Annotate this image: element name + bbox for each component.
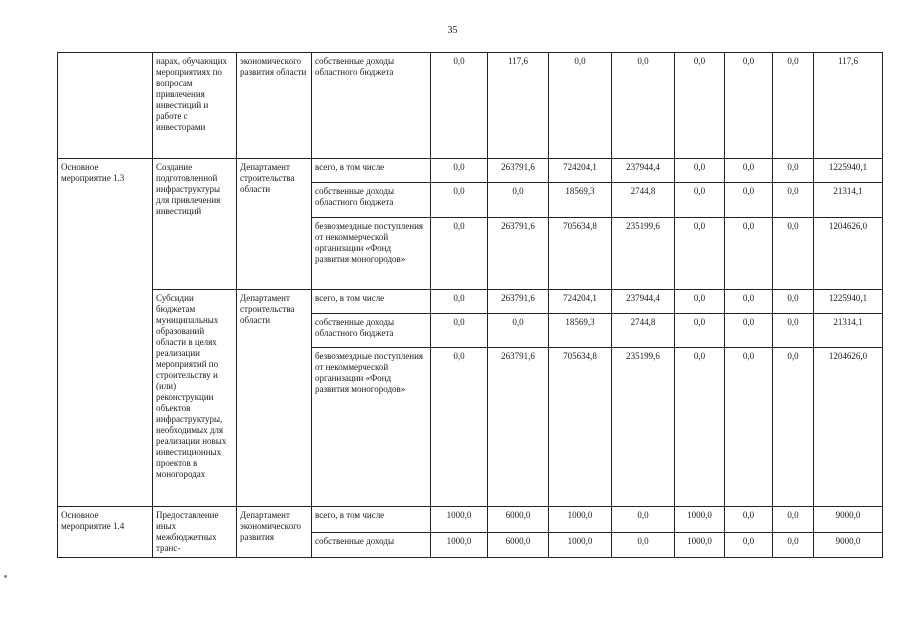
- value-cell: 0,0: [431, 348, 488, 507]
- value-cell: 1000,0: [675, 507, 725, 533]
- funding-source-cell: собственные доходы областного бюджета: [312, 314, 431, 348]
- measure-cell: Предоставление иных межбюджетных транс-: [153, 507, 237, 558]
- value-cell: 0,0: [675, 183, 725, 218]
- funding-source-cell: собственные доходы областного бюджета: [312, 183, 431, 218]
- executor-cell: экономического развития области: [237, 53, 312, 159]
- value-cell: 237944,4: [612, 290, 675, 314]
- value-cell: 21314,1: [814, 183, 883, 218]
- value-cell: 235199,6: [612, 218, 675, 290]
- value-cell: 1225940,1: [814, 159, 883, 183]
- table-row: [58, 507, 883, 533]
- value-cell: 0,0: [725, 159, 773, 183]
- value-cell: 1204626,0: [814, 348, 883, 507]
- program-cell: Основное мероприятие 1.4: [58, 507, 153, 558]
- value-cell: 0,0: [431, 53, 488, 159]
- value-cell: 0,0: [725, 348, 773, 507]
- table-row: [58, 159, 883, 183]
- executor-cell: Департамент строительства области: [237, 159, 312, 290]
- value-cell: 0,0: [773, 507, 814, 533]
- value-cell: 6000,0: [488, 533, 549, 558]
- value-cell: 0,0: [725, 507, 773, 533]
- value-cell: 0,0: [431, 290, 488, 314]
- value-cell: 0,0: [773, 533, 814, 558]
- value-cell: 0,0: [431, 218, 488, 290]
- value-cell: 0,0: [725, 53, 773, 159]
- value-cell: 2744,8: [612, 314, 675, 348]
- value-cell: 0,0: [725, 218, 773, 290]
- funding-source-cell: собственные доходы: [312, 533, 431, 558]
- funding-source-cell: всего, в том числе: [312, 159, 431, 183]
- value-cell: 1225940,1: [814, 290, 883, 314]
- funding-source-cell: собственные доходы областного бюджета: [312, 53, 431, 159]
- executor-cell: Департамент строительства области: [237, 290, 312, 507]
- value-cell: 0,0: [675, 218, 725, 290]
- value-cell: 263791,6: [488, 290, 549, 314]
- scan-artifact: [4, 575, 7, 578]
- value-cell: 2744,8: [612, 183, 675, 218]
- value-cell: 21314,1: [814, 314, 883, 348]
- value-cell: 6000,0: [488, 507, 549, 533]
- value-cell: 0,0: [725, 290, 773, 314]
- value-cell: 263791,6: [488, 348, 549, 507]
- value-cell: 0,0: [675, 290, 725, 314]
- value-cell: 0,0: [488, 183, 549, 218]
- value-cell: 0,0: [773, 218, 814, 290]
- value-cell: 0,0: [725, 533, 773, 558]
- value-cell: 0,0: [773, 290, 814, 314]
- value-cell: 0,0: [773, 53, 814, 159]
- value-cell: 1000,0: [549, 507, 612, 533]
- value-cell: 0,0: [431, 159, 488, 183]
- page-number: 35: [447, 25, 458, 36]
- program-cell: Основное мероприятие 1.3: [58, 159, 153, 507]
- value-cell: 18569,3: [549, 183, 612, 218]
- table-row: [58, 53, 883, 159]
- value-cell: 0,0: [773, 348, 814, 507]
- value-cell: 0,0: [725, 314, 773, 348]
- value-cell: 9000,0: [814, 533, 883, 558]
- value-cell: 1000,0: [431, 533, 488, 558]
- value-cell: 705634,8: [549, 348, 612, 507]
- value-cell: 0,0: [612, 53, 675, 159]
- value-cell: 0,0: [612, 533, 675, 558]
- value-cell: 724204,1: [549, 290, 612, 314]
- value-cell: 263791,6: [488, 218, 549, 290]
- funding-source-cell: всего, в том числе: [312, 507, 431, 533]
- value-cell: 0,0: [431, 314, 488, 348]
- value-cell: 0,0: [488, 314, 549, 348]
- value-cell: 235199,6: [612, 348, 675, 507]
- executor-cell: Департамент экономического развития: [237, 507, 312, 558]
- value-cell: 117,6: [488, 53, 549, 159]
- value-cell: 705634,8: [549, 218, 612, 290]
- funding-source-cell: безвозмездные поступления от некоммерческой организации «Фонд развития моногородов»: [312, 348, 431, 507]
- value-cell: 1000,0: [549, 533, 612, 558]
- value-cell: 18569,3: [549, 314, 612, 348]
- value-cell: 237944,4: [612, 159, 675, 183]
- value-cell: 0,0: [773, 159, 814, 183]
- value-cell: 1000,0: [431, 507, 488, 533]
- value-cell: 1204626,0: [814, 218, 883, 290]
- program-cell: [58, 53, 153, 159]
- value-cell: 117,6: [814, 53, 883, 159]
- value-cell: 0,0: [431, 183, 488, 218]
- value-cell: 0,0: [675, 348, 725, 507]
- value-cell: 0,0: [675, 314, 725, 348]
- measure-cell: Субсидии бюджетам муниципальных образований области в целях реализации мероприятий по строительству и (или) реконструкции объектов инфраструктуры, необходимых для реализации новых инвестиционных проектов в моногородах: [153, 290, 237, 507]
- measure-cell: нарах, обучающих мероприятиях по вопросам привлечения инвестиций и работе с инвесторами: [153, 53, 237, 159]
- value-cell: 9000,0: [814, 507, 883, 533]
- value-cell: 0,0: [549, 53, 612, 159]
- value-cell: 0,0: [675, 159, 725, 183]
- value-cell: 0,0: [773, 314, 814, 348]
- value-cell: 1000,0: [675, 533, 725, 558]
- measure-cell: Создание подготовленной инфраструктуры для привлечения инвестиций: [153, 159, 237, 290]
- value-cell: 263791,6: [488, 159, 549, 183]
- value-cell: 0,0: [725, 183, 773, 218]
- value-cell: 0,0: [675, 53, 725, 159]
- value-cell: 0,0: [612, 507, 675, 533]
- budget-table: [57, 52, 883, 558]
- funding-source-cell: всего, в том числе: [312, 290, 431, 314]
- table-row: [58, 290, 883, 314]
- value-cell: 0,0: [773, 183, 814, 218]
- value-cell: 724204,1: [549, 159, 612, 183]
- funding-source-cell: безвозмездные поступления от некоммерческой организации «Фонд развития моногородов»: [312, 218, 431, 290]
